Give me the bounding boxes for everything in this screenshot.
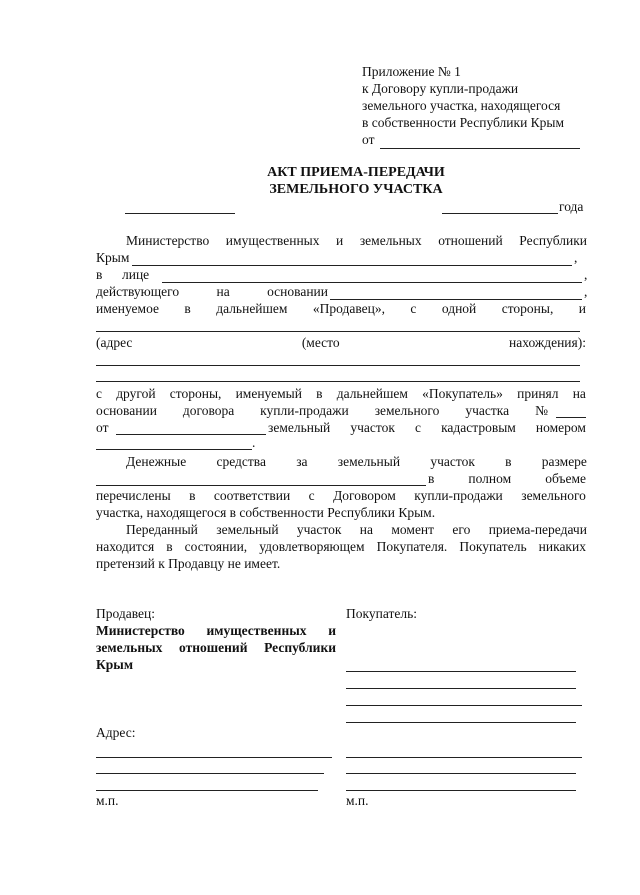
address-blank-2[interactable] bbox=[96, 381, 580, 382]
address-blank-1[interactable] bbox=[96, 365, 580, 366]
buyer-blank-3[interactable] bbox=[346, 705, 582, 706]
document-title-line2: ЗЕМЕЛЬНОГО УЧАСТКА bbox=[269, 182, 443, 197]
p1-litse: лице bbox=[122, 267, 150, 282]
buyer-address-blank-2[interactable] bbox=[346, 773, 576, 774]
buyer-blank-4[interactable] bbox=[346, 722, 576, 723]
seller-address-blank-2[interactable] bbox=[96, 773, 324, 774]
appendix-date-label: от bbox=[362, 132, 375, 147]
appendix-number: Приложение № 1 bbox=[362, 64, 461, 79]
basis-blank[interactable] bbox=[330, 299, 582, 300]
cadastral-number-blank[interactable] bbox=[96, 449, 252, 450]
buyer-blank-1[interactable] bbox=[346, 671, 576, 672]
seller-name-line2: земельных отношений Республики bbox=[96, 640, 336, 655]
comma: , bbox=[584, 284, 588, 299]
buyer-address-blank-1[interactable] bbox=[346, 757, 582, 758]
place-blank[interactable] bbox=[125, 213, 235, 214]
p1-line1: Министерство имущественных и земельных отношений Республики bbox=[126, 233, 587, 248]
buyer-blank-2[interactable] bbox=[346, 688, 576, 689]
appendix-date-blank[interactable] bbox=[380, 148, 580, 149]
p3-line4: участка, находящегося в собственности Республики Крым. bbox=[96, 505, 436, 520]
buyer-stamp-label: м.п. bbox=[346, 793, 369, 808]
appendix-plot-line: земельного участка, находящегося bbox=[362, 98, 561, 113]
date-year-suffix: года bbox=[559, 199, 584, 214]
appendix-ownership-line: в собственности Республики Крым bbox=[362, 115, 565, 130]
buyer-label: Покупатель: bbox=[346, 606, 418, 621]
p2-line3: земельный участок с кадастровым номером bbox=[268, 420, 586, 435]
seller-name-blank[interactable] bbox=[132, 265, 572, 266]
date-blank[interactable] bbox=[442, 213, 558, 214]
p3-line3: перечислены в соответствии с Договором купли-продажи земельного bbox=[96, 488, 586, 503]
document-title-line1: АКТ ПРИЕМА-ПЕРЕДАЧИ bbox=[267, 165, 445, 180]
seller-name-line3: Крым bbox=[96, 657, 134, 672]
seller-address-blank-1[interactable] bbox=[96, 757, 332, 758]
p2-line1: с другой стороны, именуемый в дальнейшем «Покупатель» принял на bbox=[96, 386, 586, 401]
p1-krym: Крым bbox=[96, 250, 130, 265]
address-line: (адрес (место нахождения): bbox=[96, 335, 586, 350]
seller-label: Продавец: bbox=[96, 606, 155, 621]
p2-line2: основании договора купли-продажи земельного участка № bbox=[96, 403, 548, 418]
buyer-signature-blank[interactable] bbox=[346, 790, 576, 791]
contract-number-blank[interactable] bbox=[556, 417, 586, 418]
p2-ot: от bbox=[96, 420, 109, 435]
p1-line5: именуемое в дальнейшем «Продавец», с одной стороны, и bbox=[96, 301, 586, 316]
p4-line3: претензий к Продавцу не имеет. bbox=[96, 556, 281, 571]
p3-line2: в полном объеме bbox=[428, 471, 586, 486]
p1-line4: действующего на основании bbox=[96, 284, 328, 299]
p3-line1: Денежные средства за земельный участок в размере bbox=[126, 454, 587, 469]
comma: , bbox=[574, 250, 578, 265]
representative-blank[interactable] bbox=[162, 282, 582, 283]
period: . bbox=[252, 435, 256, 450]
contract-date-blank[interactable] bbox=[116, 434, 266, 435]
appendix-contract-line: к Договору купли-продажи bbox=[362, 81, 519, 96]
comma: , bbox=[584, 267, 588, 282]
buyer-name-blank[interactable] bbox=[96, 331, 580, 332]
seller-signature-blank[interactable] bbox=[96, 790, 318, 791]
p1-v: в bbox=[96, 267, 103, 282]
seller-stamp-label: м.п. bbox=[96, 793, 119, 808]
seller-address-label: Адрес: bbox=[96, 725, 136, 740]
p4-line2: находится в состоянии, удовлетворяющем Покупателя. Покупатель никаких bbox=[96, 539, 586, 554]
seller-name-line1: Министерство имущественных и bbox=[96, 623, 336, 638]
amount-blank[interactable] bbox=[96, 485, 426, 486]
p4-line1: Переданный земельный участок на момент его приема-передачи bbox=[126, 522, 587, 537]
